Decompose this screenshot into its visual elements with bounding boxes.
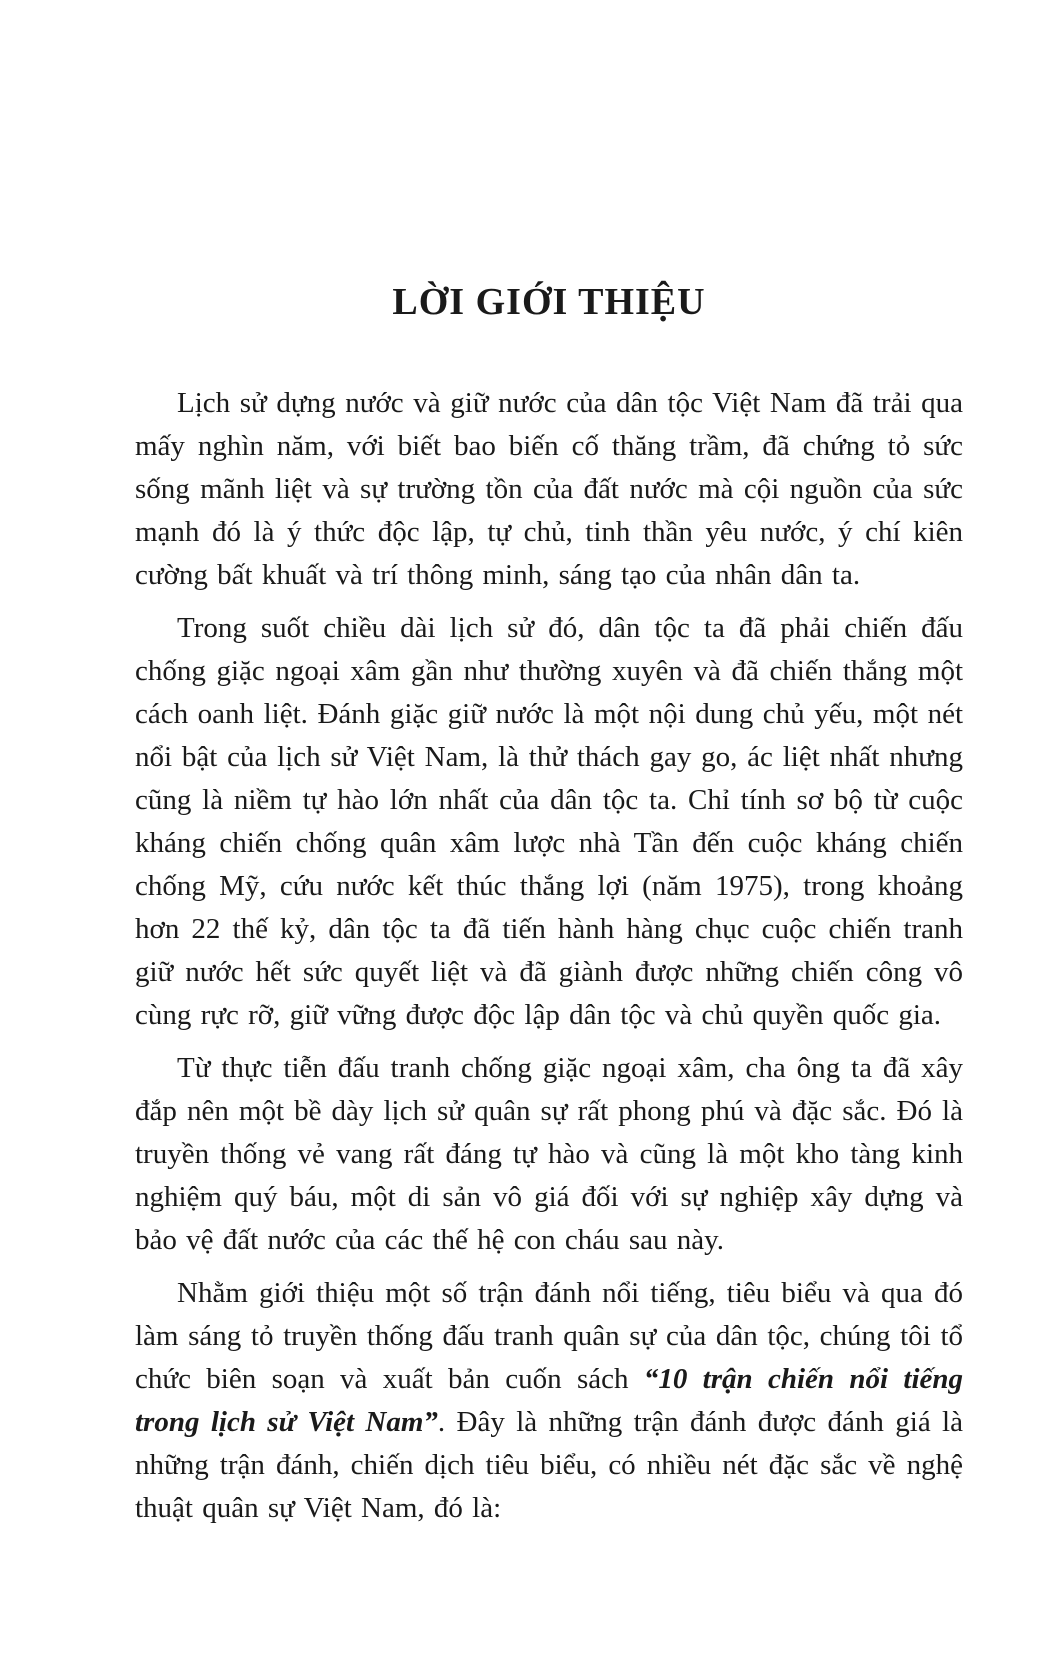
intro-paragraph-4 — [135, 1272, 963, 1530]
intro-paragraph-2: Trong suốt chiều dài lịch sử đó, dân tộc ta đã phải chiến đấu chống giặc ngoại xâm gần như thường xuyên và đã chiến thắng một cách oanh liệt. Đánh giặc giữ nước là một nội dung chủ yếu, một nét nổi bật của lịch sử Việt Nam, là thử thách gay go, ác liệt nhất nhưng cũng là niềm tự hào lớn nhất của dân tộc ta. Chỉ tính sơ bộ từ cuộc kháng chiến chống quân xâm lược nhà Tần đến cuộc kháng chiến chống Mỹ, cứu nước kết thúc thắng lợi (năm 1975), trong khoảng hơn 22 thế kỷ, dân tộc ta đã tiến hành hàng chục cuộc chiến tranh giữ nước hết sức quyết liệt và đã giành được những chiến công vô cùng rực rỡ, giữ vững được độc lập dân tộc và chủ quyền quốc gia. — [135, 612, 963, 1031]
intro-paragraph-3: Từ thực tiễn đấu tranh chống giặc ngoại xâm, cha ông ta đã xây đắp nên một bề dày lịch sử quân sự rất phong phú và đặc sắc. Đó là truyền thống vẻ vang rất đáng tự hào và cũng là một kho tàng kinh nghiệm quý báu, một di sản vô giá đối với sự nghiệp xây dựng và bảo vệ đất nước của các thế hệ con cháu sau này. — [135, 1052, 963, 1256]
paragraph-4-tail-text: . Đây là những trận đánh được đánh giá là những trận đánh, chiến dịch tiêu biểu, có nhiều nét đặc sắc về nghệ thuật quân sự Việt Nam, đó là: — [135, 1406, 963, 1524]
intro-paragraph-1: Lịch sử dựng nước và giữ nước của dân tộc Việt Nam đã trải qua mấy nghìn năm, với biết bao biến cố thăng trầm, đã chứng tỏ sức sống mãnh liệt và sự trường tồn của đất nước mà cội nguồn của sức mạnh đó là ý thức độc lập, tự chủ, tinh thần yêu nước, ý chí kiên cường bất khuất và trí thông minh, sáng tạo của nhân dân ta. — [135, 387, 963, 591]
page-title: LỜI GIỚI THIỆU — [392, 281, 706, 323]
paragraph-4-lead-text: Nhằm giới thiệu một số trận đánh nổi tiếng, tiêu biểu và qua đó làm sáng tỏ truyền thống đấu tranh quân sự của dân tộc, chúng tôi tổ chức biên soạn và xuất bản cuốn sách — [135, 1277, 963, 1395]
book-title-emphasis: “10 trận chiến nổi tiếng trong lịch sử Việt Nam” — [135, 1363, 964, 1438]
